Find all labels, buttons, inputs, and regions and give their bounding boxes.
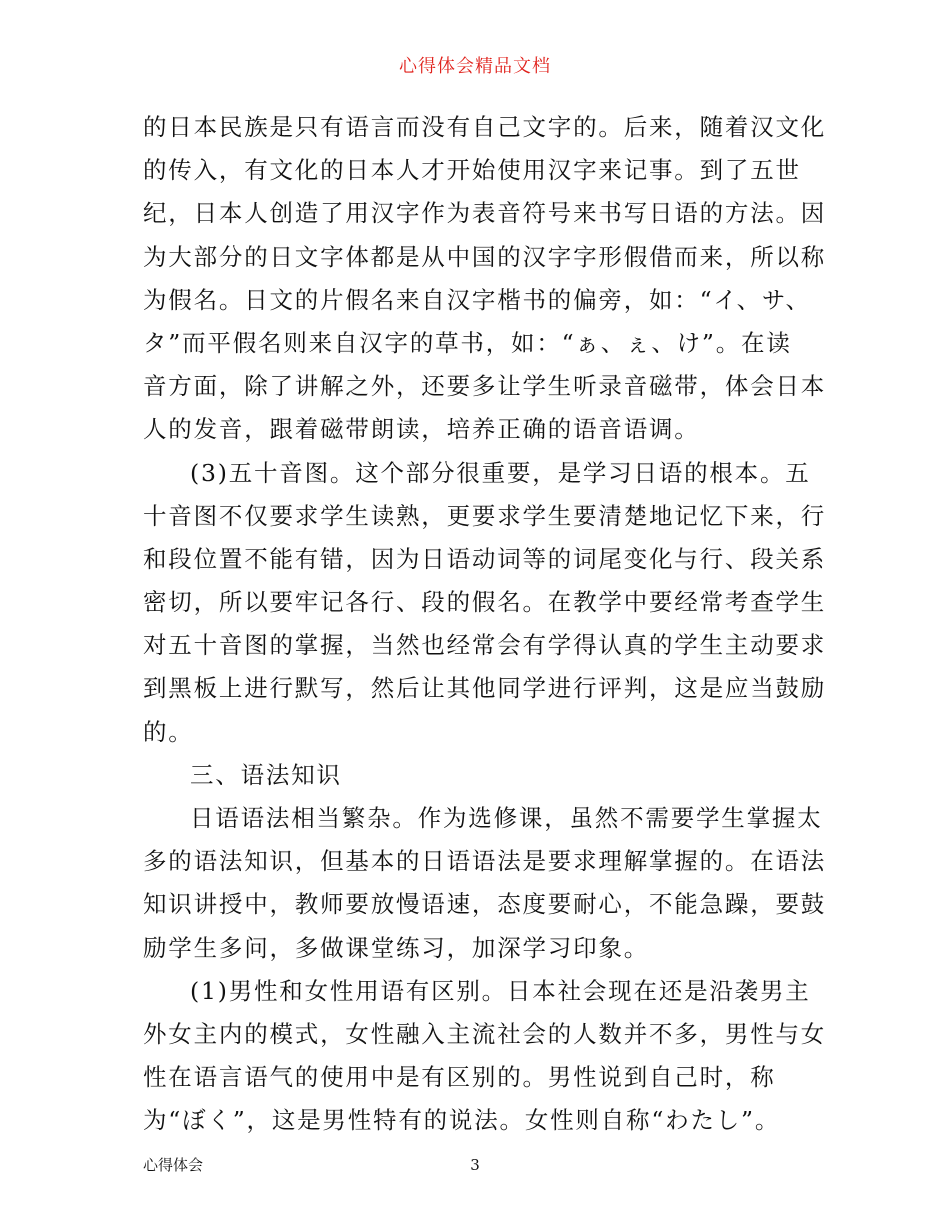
text-line: 为大部分的日文字体都是从中国的汉字字形假借而来，所以称 [143,242,827,271]
text-line: 纪，日本人创造了用汉字作为表音符号来书写日语的方法。因 [143,199,827,228]
text-line: 的日本民族是只有语言而没有自己文字的。后来，随着汉文化 [143,113,827,141]
text-line: 对五十音图的掌握，当然也经常会有学得认真的学生主动要求 [143,631,827,660]
text-line: 密切，所以要牢记各行、段的假名。在教学中要经常考查学生 [143,588,827,617]
page-number: 3 [470,1156,480,1174]
text-line: 的。 [143,717,194,746]
text-line: 十音图不仅要求学生读熟，更要求学生要清楚地记忆下来，行 [143,501,827,530]
text-line: 人的发音，跟着磁带朗读，培养正确的语音语调。 [143,415,700,444]
document-body [143,106,827,1143]
text-line: (1)男性和女性用语有区别。日本社会现在还是沿袭男主 [190,976,811,1005]
text-line: 三、语法知识 [190,760,342,789]
text-line: 为假名。日文的片假名来自汉字楷书的偏旁，如：“イ、サ、 [143,285,811,314]
text-line: 性在语言语气的使用中是有区别的。男性说到自己时，称 [143,1063,776,1092]
text-line: 励学生多问，多做课堂练习，加深学习印象。 [143,933,649,962]
text-line: (3)五十音图。这个部分很重要，是学习日语的根本。五 [190,458,811,487]
text-line: 多的语法知识，但基本的日语语法是要求理解掌握的。在语法 [143,847,827,876]
text-line: 和段位置不能有错，因为日语动词等的词尾变化与行、段关系 [143,544,827,573]
page-header-title: 心得体会精品文档 [399,56,551,77]
text-line: 到黑板上进行默写，然后让其他同学进行评判，这是应当鼓励 [143,674,827,703]
text-line: 为“ぼく”，这是男性特有的说法。女性则自称“わたし”。 [143,1106,781,1135]
text-line: タ”而平假名则来自汉字的草书，如：“ぁ、ぇ、け”。在读 [143,328,792,357]
text-line: 音方面，除了讲解之外，还要多让学生听录音磁带，体会日本 [143,372,827,401]
text-line: 外女主内的模式，女性融入主流社会的人数并不多，男性与女 [143,1019,827,1048]
text-line: 日语语法相当繁杂。作为选修课，虽然不需要学生掌握太 [190,804,823,832]
text-line: 知识讲授中，教师要放慢语速，态度要耐心，不能急躁，要鼓 [143,890,827,919]
text-line: 的传入，有文化的日本人才开始使用汉字来记事。到了五世 [143,156,801,185]
footer-label: 心得体会 [143,1156,204,1174]
